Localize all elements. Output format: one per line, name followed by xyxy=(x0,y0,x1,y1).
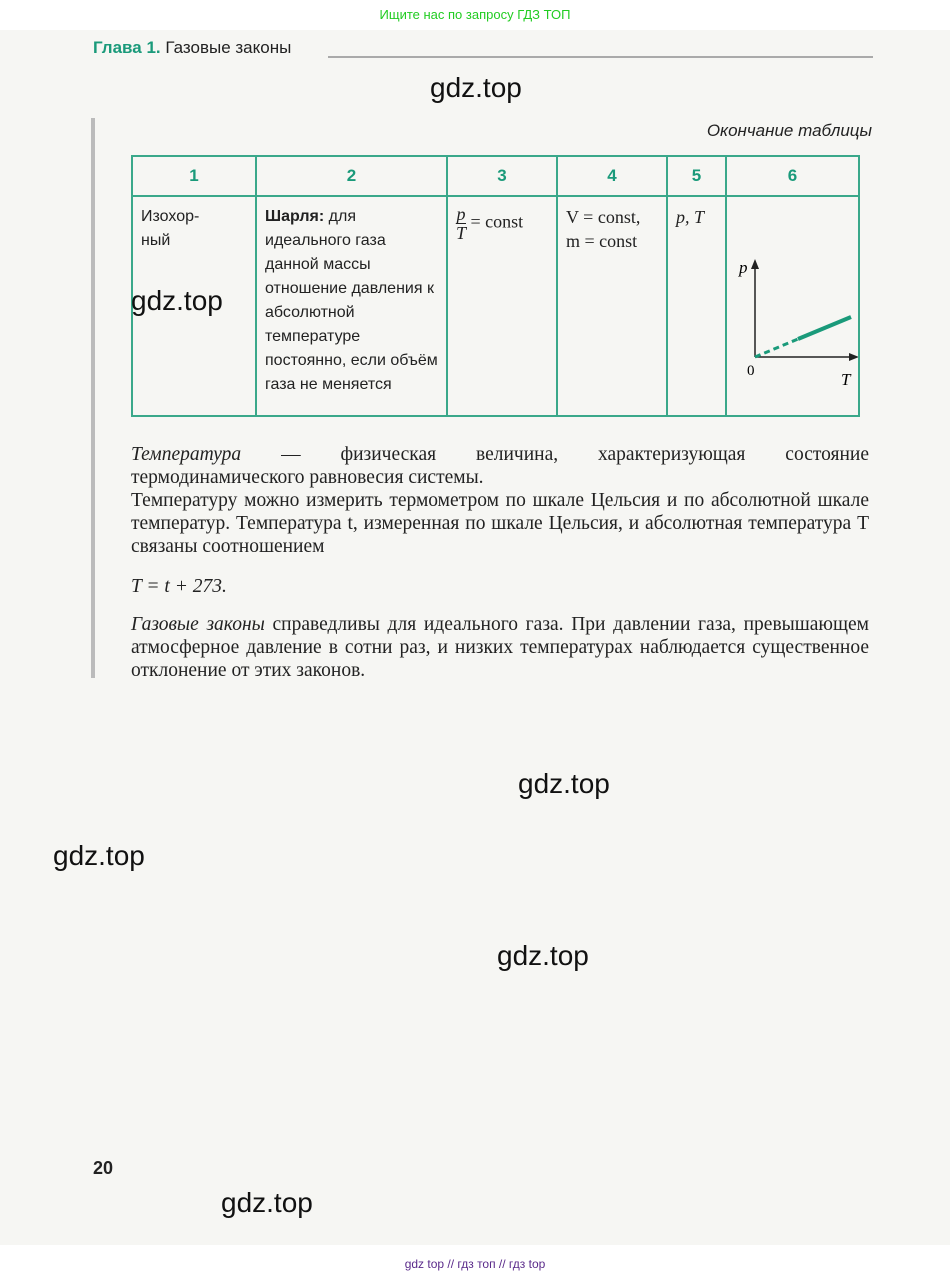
p-axis-label: p xyxy=(739,258,748,277)
watermark: gdz.top xyxy=(131,285,223,316)
temperature-formula: T = t + 273. xyxy=(131,576,227,597)
table-caption: Окончание таблицы xyxy=(706,121,872,140)
header-rule xyxy=(328,56,873,58)
gas-laws-table xyxy=(131,155,860,417)
margin-bar xyxy=(91,118,95,678)
arrow-right-icon xyxy=(849,353,858,361)
col-header: 2 xyxy=(256,156,447,196)
watermark: gdz.top xyxy=(518,768,610,799)
col-header: 3 xyxy=(447,156,557,196)
t-axis-label: T xyxy=(841,370,851,387)
chapter-title: Газовые законы xyxy=(165,38,292,57)
extrapolated-line xyxy=(755,339,798,357)
watermark: gdz.top xyxy=(221,1187,313,1218)
watermark: gdz.top xyxy=(430,72,522,103)
table-header-row xyxy=(132,156,859,196)
temperature-definition: Температура — физическая величина, характеризующая состояние термодинамического равновесия системы. xyxy=(131,444,869,488)
formula-cell: $\frac{p}{T}$ = const xyxy=(447,196,557,416)
table-row xyxy=(132,196,859,416)
col-header: 5 xyxy=(667,156,726,196)
watermark: gdz.top xyxy=(497,940,589,971)
origin-label: 0 xyxy=(747,363,755,379)
law-cell: Шарля: для идеального газа данной массы отношение давления к абсолютной температуре постоянно, если объём газа не меняется xyxy=(256,196,447,416)
chapter-header xyxy=(93,38,291,58)
graph-cell xyxy=(726,196,859,416)
col-header: 4 xyxy=(557,156,667,196)
footer-links[interactable]: gdz top // гдз топ // гдз top xyxy=(404,1257,546,1271)
arrow-up-icon xyxy=(751,259,759,269)
params-cell: p, T xyxy=(667,196,726,416)
search-hint: Ищите нас по запросу ГДЗ ТОП xyxy=(379,7,571,22)
gas-laws-paragraph: Газовые законы справедливы для идеального газа. При давлении газа, превышающем атмосферное давление в сотни раз, и низких температурах наблюдается существенное отклонение от этих законов. xyxy=(131,614,869,681)
isochore-line xyxy=(798,317,851,339)
isochore-graph xyxy=(733,257,858,387)
chapter-label: Глава 1. xyxy=(93,38,161,57)
page-number: 20 xyxy=(93,1158,114,1178)
col-header: 1 xyxy=(132,156,256,196)
temperature-measurement: Температуру можно измерить термометром по шкале Цельсия и по абсолютной шкале температур. Температура t, измеренная по шкале Цельсия, и абсолютная температура T связаны соотношением xyxy=(131,490,869,557)
col-header: 6 xyxy=(726,156,859,196)
conditions-cell: V = const, m = const xyxy=(557,196,667,416)
watermark: gdz.top xyxy=(53,840,145,871)
process-cell: Изохор-ный xyxy=(132,196,256,416)
